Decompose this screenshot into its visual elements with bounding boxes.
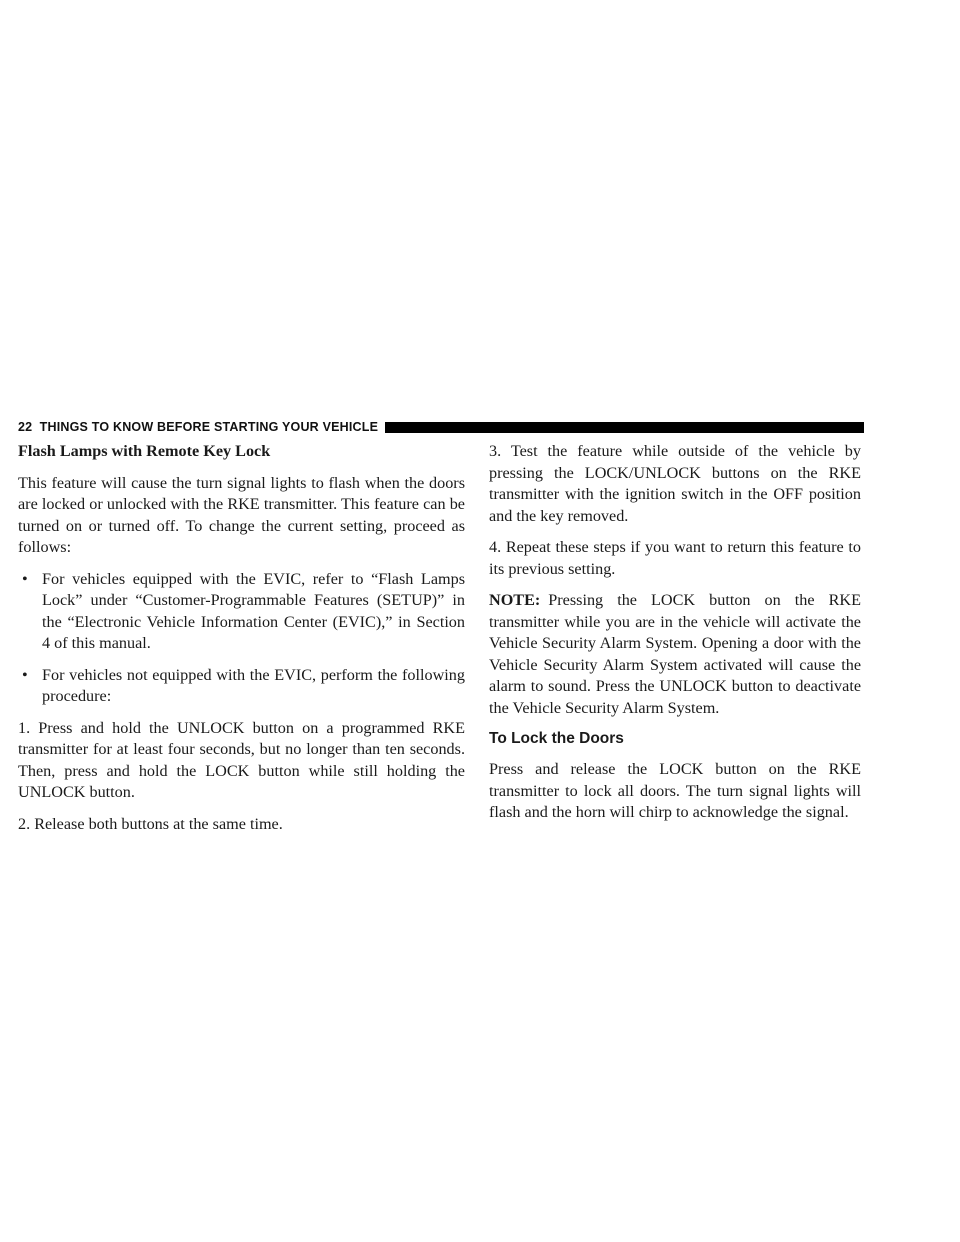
note-text: Pressing the LOCK button on the RKE transmitter while you are in the vehicle will activate the Vehicle Security Alarm System. Opening a door with the Vehicle Security Alarm System activated will cause the alarm to sound. Press the UNLOCK button to deactivate the Vehicle Security Alarm System. [489,591,861,717]
header-rule [385,422,864,433]
section-title: THINGS TO KNOW BEFORE STARTING YOUR VEHICLE [39,420,379,434]
note-paragraph [489,590,861,719]
left-column [18,441,465,845]
right-column [489,441,861,834]
intro-paragraph: This feature will cause the turn signal lights to flash when the doors are locked or unlocked with the RKE transmitter. This feature can be turned on or turned off. To change the current setting, proceed as follows: [18,473,465,556]
lock-doors-heading: To Lock the Doors [489,730,624,747]
section-heading: Flash Lamps with Remote Key Lock [18,442,271,460]
step-4: 4. Repeat these steps if you want to return this feature to its previous setting. [489,538,861,578]
bullet-glyph: • [22,569,28,588]
page-header [18,418,864,436]
bullet-item [18,665,465,708]
bullet-item [18,569,465,655]
page-number: 22 [18,420,33,434]
bullet-glyph: • [22,665,28,684]
bullet-text: For vehicles not equipped with the EVIC, perform the following procedure: [42,665,465,705]
step-2: 2. Release both buttons at the same time. [18,814,283,833]
note-label: NOTE: [489,591,541,609]
lock-doors-paragraph: Press and release the LOCK button on the RKE transmitter to lock all doors. The turn signal lights will flash and the horn will chirp to acknowledge the signal. [489,760,861,821]
bullet-text: For vehicles equipped with the EVIC, refer to “Flash Lamps Lock” under “Customer-Programmable Features (SETUP)” in the “Electronic Vehicle Information Center (EVIC),” in Section 4 of this manual. [42,569,465,652]
header-spacer [32,420,39,434]
step-1: 1. Press and hold the UNLOCK button on a programmed RKE transmitter for at least four seconds, but no longer than ten seconds. Then, press and hold the LOCK button while still holding the UNLOCK button. [18,718,465,801]
step-3: 3. Test the feature while outside of the vehicle by pressing the LOCK/UNLOCK buttons on the RKE transmitter with the ignition switch in the OFF position and the key removed. [489,442,861,525]
